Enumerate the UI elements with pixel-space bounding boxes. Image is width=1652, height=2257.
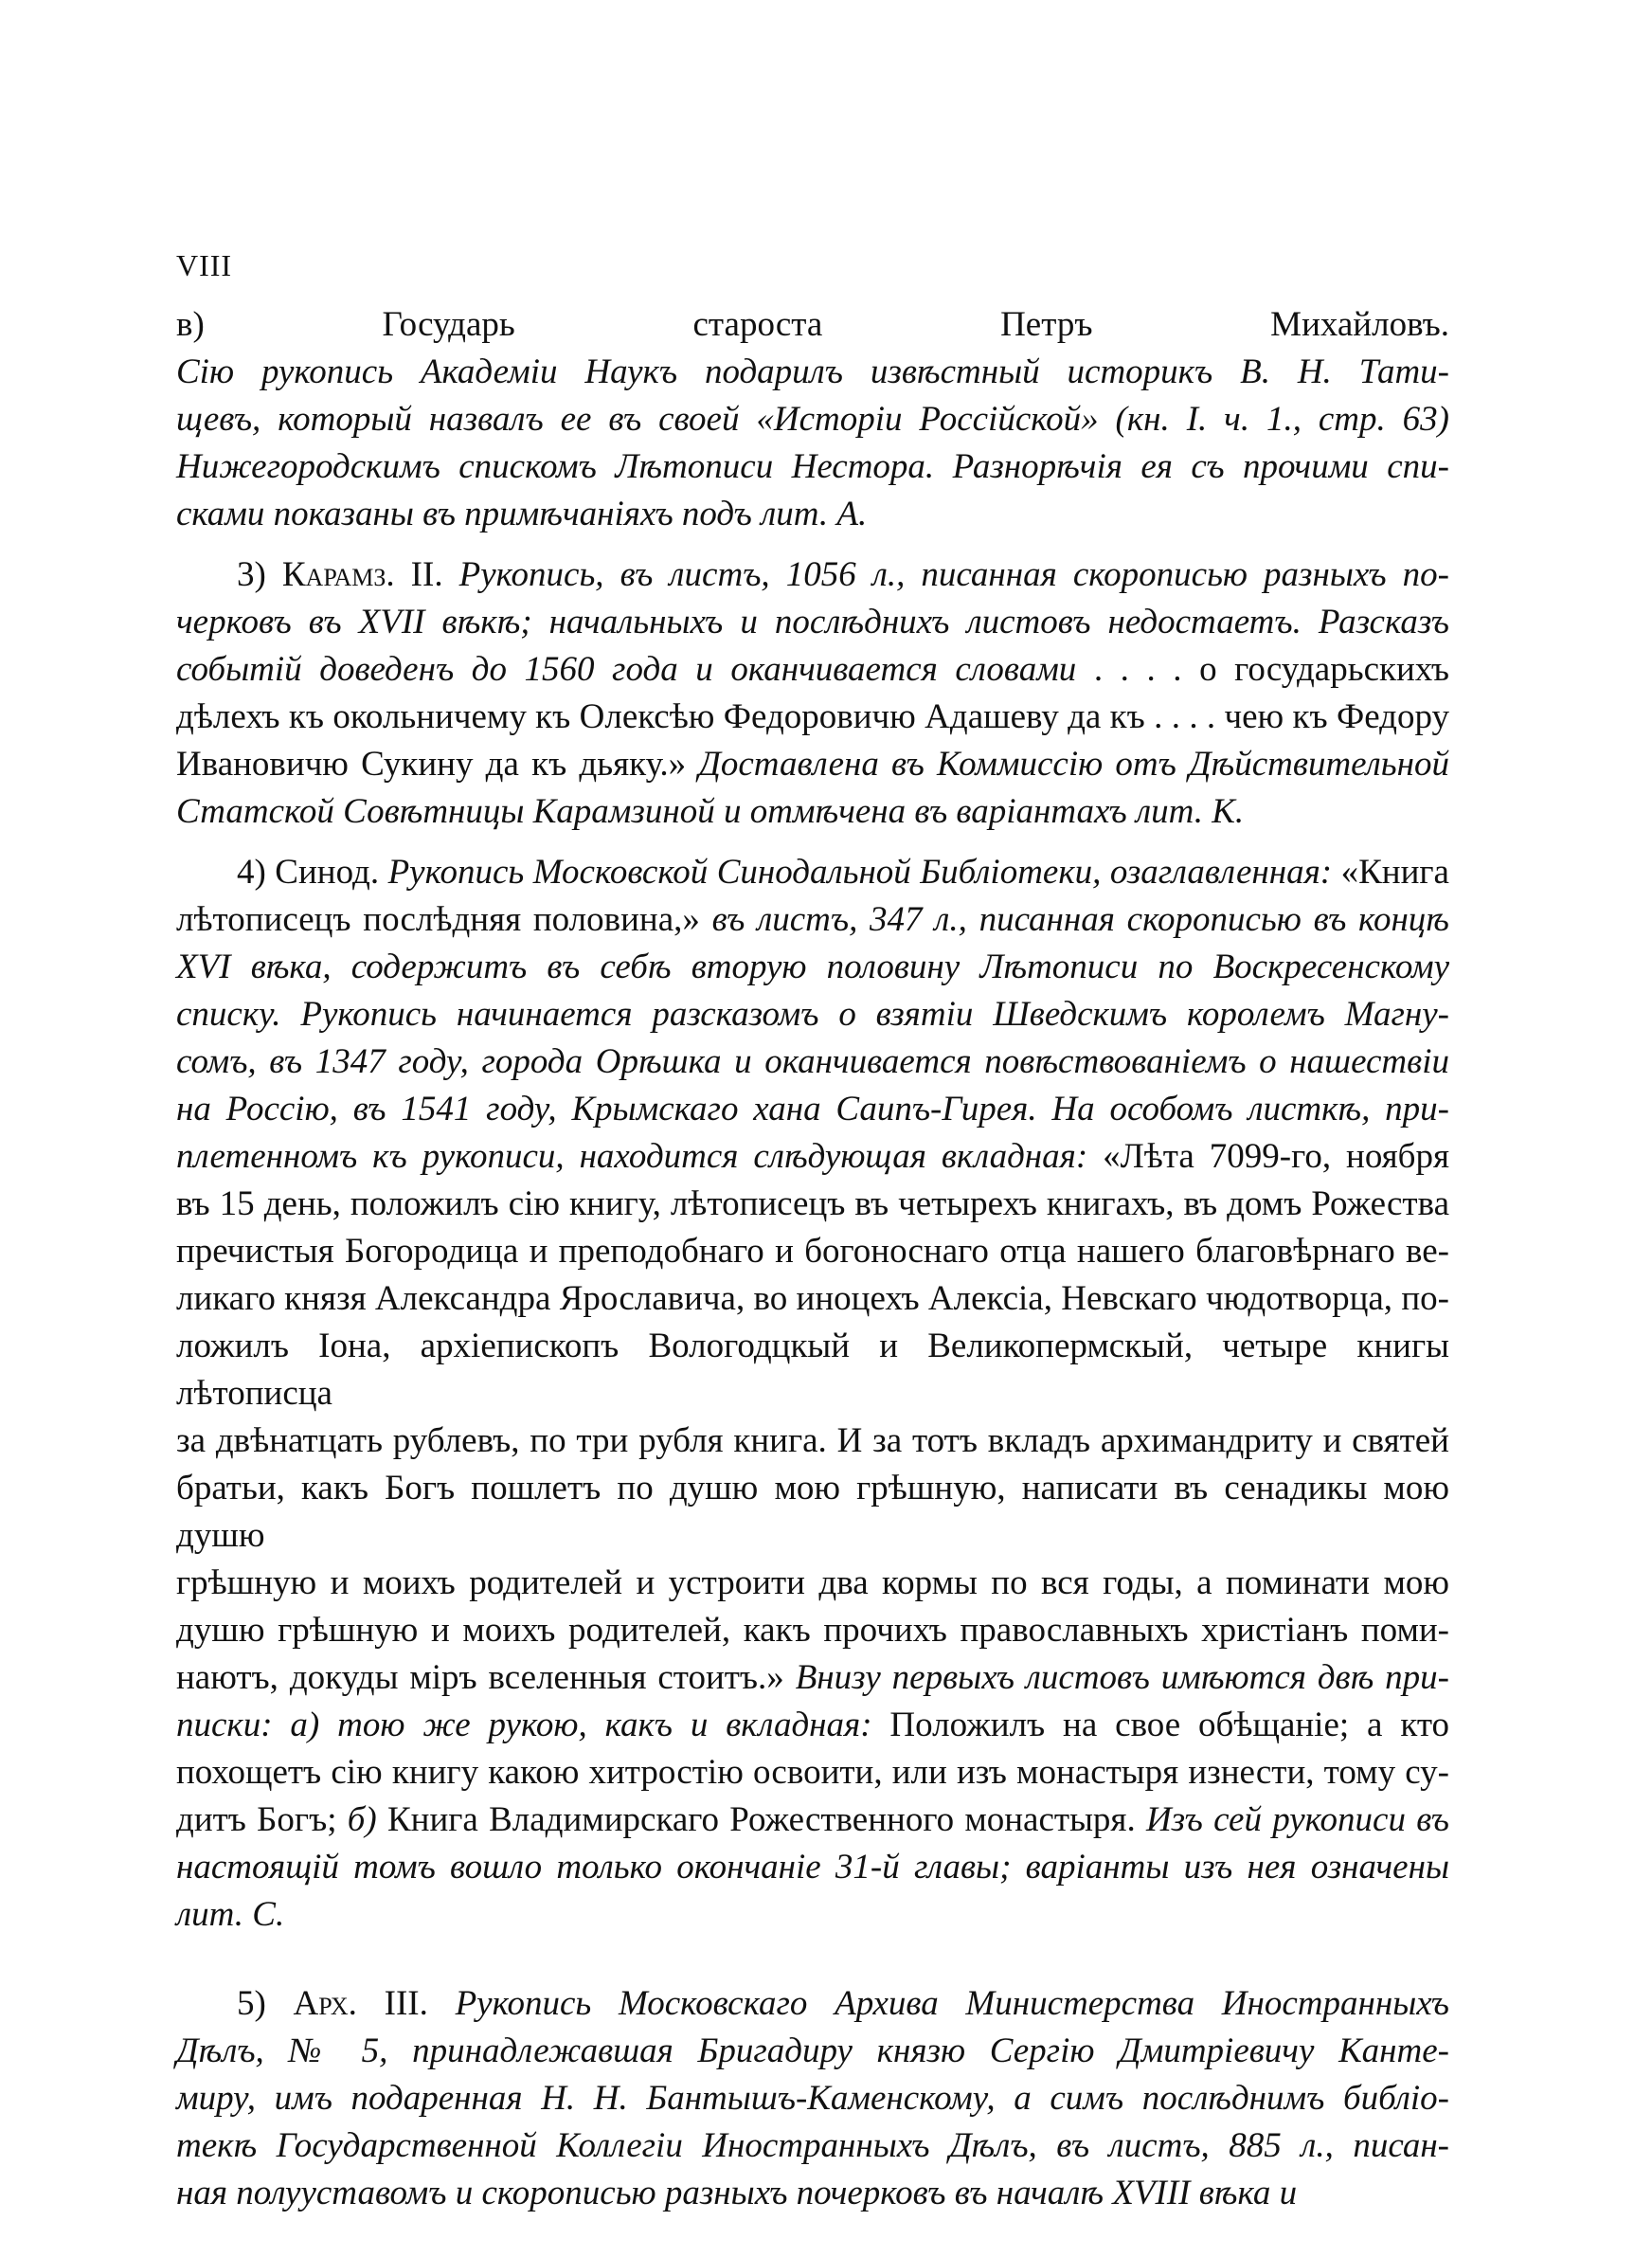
- text-line: [176, 1038, 1449, 1086]
- text-run: дитъ Богъ;: [176, 1800, 348, 1839]
- italic-text: настоящій томъ вошло только окончаніе 31-й главы; варіанты изъ нея означены: [176, 1848, 1449, 1887]
- text-run: лѣтописецъ послѣдняя половина,»: [176, 900, 712, 939]
- text-run: Положилъ на свое обѣщаніе; а кто: [871, 1706, 1449, 1744]
- text-run: пречистыя Богородица и преподобнаго и богоноснаго отца нашего благовѣрнаго ве-: [176, 1232, 1449, 1271]
- italic-text: Нижегородскимъ спискомъ Лѣтописи Нестора. Разнорѣчія ея съ прочими спи-: [176, 447, 1449, 486]
- text-line: [176, 2170, 1449, 2217]
- text-run: дѣлехъ къ окольничему къ Олексѣю Федоровичю Адашеву да къ . . . . чею къ Федору: [176, 697, 1449, 736]
- text-line: [176, 849, 1449, 896]
- text-line: [176, 1980, 1449, 2028]
- text-run: 3): [237, 555, 282, 594]
- text-line: [176, 1797, 1449, 1844]
- text-line: [176, 1465, 1449, 1560]
- text-line: [176, 2028, 1449, 2075]
- italic-text: черковъ въ XVII вѣкѣ; начальныхъ и послѣднихъ листовъ недостаетъ. Разсказъ: [176, 603, 1449, 641]
- text-line: [176, 1891, 1449, 1939]
- text-line: [176, 991, 1449, 1038]
- text-run: 5): [237, 1984, 294, 2023]
- text-run: похощетъ сію книгу какою хитростію освоити, или изъ монастыря изнести, тому су-: [176, 1753, 1449, 1792]
- text-line: [176, 1417, 1449, 1465]
- italic-text: Рукопись Московской Синодальной Библіотеки, озаглавленная:: [387, 853, 1333, 892]
- text-line: [176, 1654, 1449, 1702]
- text-line: [176, 1275, 1449, 1323]
- text-line: [176, 896, 1449, 944]
- text-run: ложилъ Іона, архіепископъ Вологодцкый и Великопермскый, четыре книгы лѣтописца: [176, 1327, 1449, 1413]
- text-run: за двѣнатцать рублевъ, по три рубля книга. И за тотъ вкладъ архимандриту и святей: [176, 1421, 1449, 1460]
- text-line: [176, 1749, 1449, 1797]
- text-run: в) Государь староста Петръ Михайловъ.: [176, 305, 1449, 344]
- text-line: [176, 599, 1449, 646]
- italic-text: б): [347, 1800, 377, 1839]
- text-line: [176, 491, 1449, 538]
- italic-text: миру, имъ подаренная Н. Н. Бантышъ-Каменскому, а симъ послѣднимъ библіо-: [176, 2079, 1449, 2118]
- italic-text: щевъ, который назвалъ ее въ своей «Исторіи Россійской» (кн. I. ч. 1., стр. 63): [176, 400, 1449, 439]
- text-run: братьи, какъ Богъ пошлетъ по душю мою грѣшную, написати въ сенадикы мою душю: [176, 1469, 1449, 1555]
- text-run: наютъ, докуды міръ вселенныя стоитъ.»: [176, 1658, 796, 1697]
- italic-text: Рукопись Московскаго Архива Министерства Иностранныхъ: [455, 1984, 1450, 2023]
- italic-text: Доставлена въ Коммиссію отъ Дѣйствительной: [698, 745, 1449, 784]
- text-run: Книга Владимирскаго Рожественного монастыря.: [376, 1800, 1146, 1839]
- text-line: [176, 396, 1449, 443]
- smallcaps-text: Карамз.: [281, 555, 395, 594]
- text-line: [176, 1702, 1449, 1749]
- paragraph: [176, 301, 1449, 538]
- italic-text: Внизу первыхъ листовъ имѣются двѣ при-: [795, 1658, 1449, 1697]
- body-text: [176, 301, 1449, 2217]
- text-line: [176, 1844, 1449, 1891]
- text-line: [176, 443, 1449, 491]
- text-line: [176, 1607, 1449, 1654]
- text-line: [176, 788, 1449, 836]
- italic-text: на Россію, въ 1541 году, Крымскаго хана Саипъ-Гирея. На особомъ листкѣ, при-: [176, 1090, 1449, 1128]
- text-run: въ 15 день, положилъ сію книгу, лѣтописецъ въ четырехъ книгахъ, въ домъ Рожества: [176, 1184, 1449, 1223]
- italic-text: ная полууставомъ и скорописью разныхъ почерковъ въ началѣ XVIII вѣка и: [176, 2174, 1298, 2212]
- italic-text: XVI вѣка, содержитъ въ себѣ вторую половину Лѣтописи по Воскресенскому: [176, 948, 1449, 986]
- italic-text: Сію рукопись Академіи Наукъ подарилъ извѣстный историкъ В. Н. Тати-: [176, 352, 1449, 391]
- text-line: [176, 1228, 1449, 1275]
- text-line: [176, 694, 1449, 741]
- text-run: III.: [356, 1984, 456, 2023]
- italic-text: сомъ, въ 1347 году, города Орѣшка и оканчивается повѣствованіемъ о нашествіи: [176, 1042, 1449, 1081]
- italic-text: въ листъ, 347 л., писанная скорописью въ концѣ: [711, 900, 1449, 939]
- italic-text: событій доведенъ до 1560 года и оканчивается словами: [176, 650, 1077, 689]
- text-line: [176, 944, 1449, 991]
- text-run: грѣшную и моихъ родителей и устроити два кормы по вся годы, а поминати мою: [176, 1563, 1449, 1602]
- text-run: II.: [394, 555, 459, 594]
- text-run: «Лѣта 7099-го, ноября: [1087, 1137, 1449, 1176]
- text-line: [176, 349, 1449, 396]
- text-run: 4) Синод.: [237, 853, 388, 892]
- text-run: Ивановичю Сукину да къ дьяку.»: [176, 745, 699, 784]
- italic-text: лит. С.: [176, 1895, 285, 1934]
- italic-text: списку. Рукопись начинается разсказомъ о взятіи Шведскимъ королемъ Магну-: [176, 995, 1449, 1034]
- paragraph: [176, 1980, 1449, 2217]
- text-line: [176, 551, 1449, 599]
- text-line: [176, 1133, 1449, 1181]
- smallcaps-text: Арх.: [293, 1984, 357, 2023]
- text-line: [176, 646, 1449, 694]
- text-run: ликаго князя Александра Ярославича, во иноцехъ Алексіа, Невскаго чюдотворца, по-: [176, 1279, 1449, 1318]
- italic-text: Изъ сей рукописи въ: [1145, 1800, 1449, 1839]
- text-run: . . . . о государьскихъ: [1076, 650, 1449, 689]
- italic-text: текѣ Государственной Коллегіи Иностранныхъ Дѣлъ, въ листъ, 885 л., писан-: [176, 2126, 1449, 2165]
- italic-text: сками показаны въ примѣчаніяхъ подъ лит. А.: [176, 495, 868, 533]
- paragraph: [176, 849, 1449, 1939]
- text-line: [176, 2075, 1449, 2122]
- page-number: VIII: [176, 248, 233, 282]
- italic-text: плетенномъ къ рукописи, находится слѣдующая вкладная:: [176, 1137, 1088, 1176]
- text-line: [176, 1086, 1449, 1133]
- italic-text: писки: а) тою же рукою, какъ и вкладная:: [176, 1706, 872, 1744]
- italic-text: Статской Совѣтницы Карамзиной и отмѣчена въ варіантахъ лит. К.: [176, 792, 1245, 831]
- text-line: [176, 1560, 1449, 1607]
- text-line: [176, 301, 1449, 349]
- text-line: [176, 1181, 1449, 1228]
- italic-text: Рукопись, въ листъ, 1056 л., писанная скорописью разныхъ по-: [458, 555, 1449, 594]
- text-line: [176, 1323, 1449, 1417]
- text-line: [176, 741, 1449, 788]
- text-line: [176, 2122, 1449, 2170]
- text-run: душю грѣшную и моихъ родителей, какъ прочихъ православныхъ христіанъ поми-: [176, 1611, 1449, 1650]
- italic-text: Дѣлъ, № 5, принадлежавшая Бригадиру князю Сергію Дмитріевичу Канте-: [176, 2031, 1449, 2070]
- text-run: «Книга: [1332, 853, 1449, 892]
- paragraph: [176, 551, 1449, 836]
